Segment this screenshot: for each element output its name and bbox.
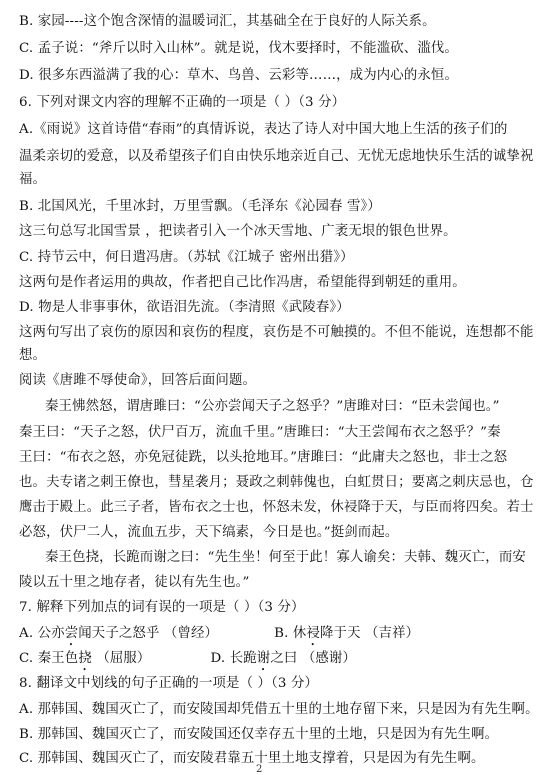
passage-p2-line1: 秦王色挠，长跪而谢之曰：“先生坐！何至于此！寡人谕矣：夫韩、魏灭亡，而安: [45, 550, 526, 565]
option-6a-line2: 温柔亲切的爱意，以及希望孩子们自由快乐地亲近自己、无忧无虑地快乐生活的诚挚祝: [19, 149, 534, 164]
question-6-stem: 6. 下列对课文内容的理解不正确的一项是（ ）（3 分）: [19, 95, 346, 110]
option-6a-line3: 福。: [19, 172, 47, 187]
option-7c: C. 秦王色挠 （屈服）: [19, 651, 151, 666]
passage-p1-line6: 必怒，伏尸二人，流血五步，天下缟素，今日是也。”挺剑而起。: [19, 525, 399, 540]
option-6d-explanation-line1: 这两句写出了哀伤的原因和哀伤的程度，哀伤是不可触摸的。不但不能说，连想都不能: [19, 325, 534, 340]
option-8c: C. 那韩国、魏国灭亡了，而安陵君靠五十里土地支撑着，只是因为有先生啊。: [19, 751, 485, 766]
reading-instruction: 阅读《唐雎不辱使命》，回答后面问题。: [19, 373, 257, 388]
option-6c-explanation: 这两句是作者运用的典故，作者把自己比作冯唐，希望能得到朝廷的重用。: [19, 275, 466, 290]
option-8a: A. 那韩国、魏国灭亡了，而安陵国却凭借五十里的土地存留下来，只是因为有先生啊。: [19, 702, 539, 717]
question-7-stem: 7. 解释下列加点的词有误的一项是（ ）（3 分）: [19, 600, 305, 615]
option-5b: B. 家园----这个饱含深情的温暖词汇，其基础全在于良好的人际关系。: [19, 14, 436, 29]
option-5c: C. 孟子说：“斧斤以时入山林”。就是说，伐木要择时，不能滥砍、滥伐。: [19, 41, 458, 56]
question-7-options-row2: [19, 650, 356, 674]
option-6d: D. 物是人非事事休，欲语泪先流。（李清照《武陵春》）: [19, 300, 350, 315]
question-7-options-row1: [19, 625, 419, 649]
passage-p2-line2: 陵以五十里之地存者，徒以有先生也。”: [19, 575, 250, 590]
option-6b: B. 北国风光，千里冰封，万里雪飘。（毛泽东《沁园春 雪》）: [19, 199, 381, 214]
option-7a: A. 公亦尝闻天子之怒乎 （曾经）: [19, 626, 219, 641]
passage-p1-line4: 也。夫专诸之刺王僚也，彗星袭月；聂政之刺韩傀也，白虹贯日；要离之刺庆忌也，仓: [19, 475, 534, 490]
passage-p1-line2: 秦王曰：“天子之怒，伏尸百万，流血千里。”唐雎曰：“大王尝闻布衣之怒乎？”秦: [19, 425, 501, 440]
passage-p1-line3: 王曰：“布衣之怒，亦免冠徒跣，以头抢地耳。”唐雎曰：“此庸夫之怒也，非士之怒: [19, 450, 508, 465]
option-5d: D. 很多东西溢满了我的心：草木、鸟兽、云彩等……，成为内心的永恒。: [19, 68, 458, 83]
passage-p1-line1: 秦王怫然怒，谓唐雎曰：“公亦尝闻天子之怒乎？”唐雎对曰：“臣未尝闻也。”: [45, 399, 500, 414]
option-6a-line1: A.《雨说》这首诗借“春雨”的真情诉说，表达了诗人对中国大地上生活的孩子们的: [19, 122, 508, 137]
option-8b: B. 那韩国、魏国灭亡了，而安陵国还仅幸存五十里的土地，只是因为有先生啊。: [19, 727, 499, 742]
page-number: 2: [256, 764, 263, 775]
option-6d-explanation-line2: 想。: [19, 348, 47, 363]
option-6b-explanation: 这三句总写北国雪景 ，把读者引入一个冰天雪地、广袤无垠的银色世界。: [19, 224, 457, 239]
passage-p1-line5: 鹰击于殿上。此三子者，皆布衣之士也，怀怒未发，休祲降于天，与臣而将四矣。若士: [19, 500, 534, 515]
option-7b: B. 休祲降于天 （吉祥）: [274, 626, 420, 641]
option-7d: D. 长跪谢之曰 （感谢）: [210, 651, 356, 666]
question-8-stem: 8. 翻译文中划线的句子正确的一项是（ ）（3 分）: [19, 676, 319, 691]
option-6c: C. 持节云中，何日遣冯唐。（苏轼《江城子 密州出猎》）: [19, 250, 354, 265]
